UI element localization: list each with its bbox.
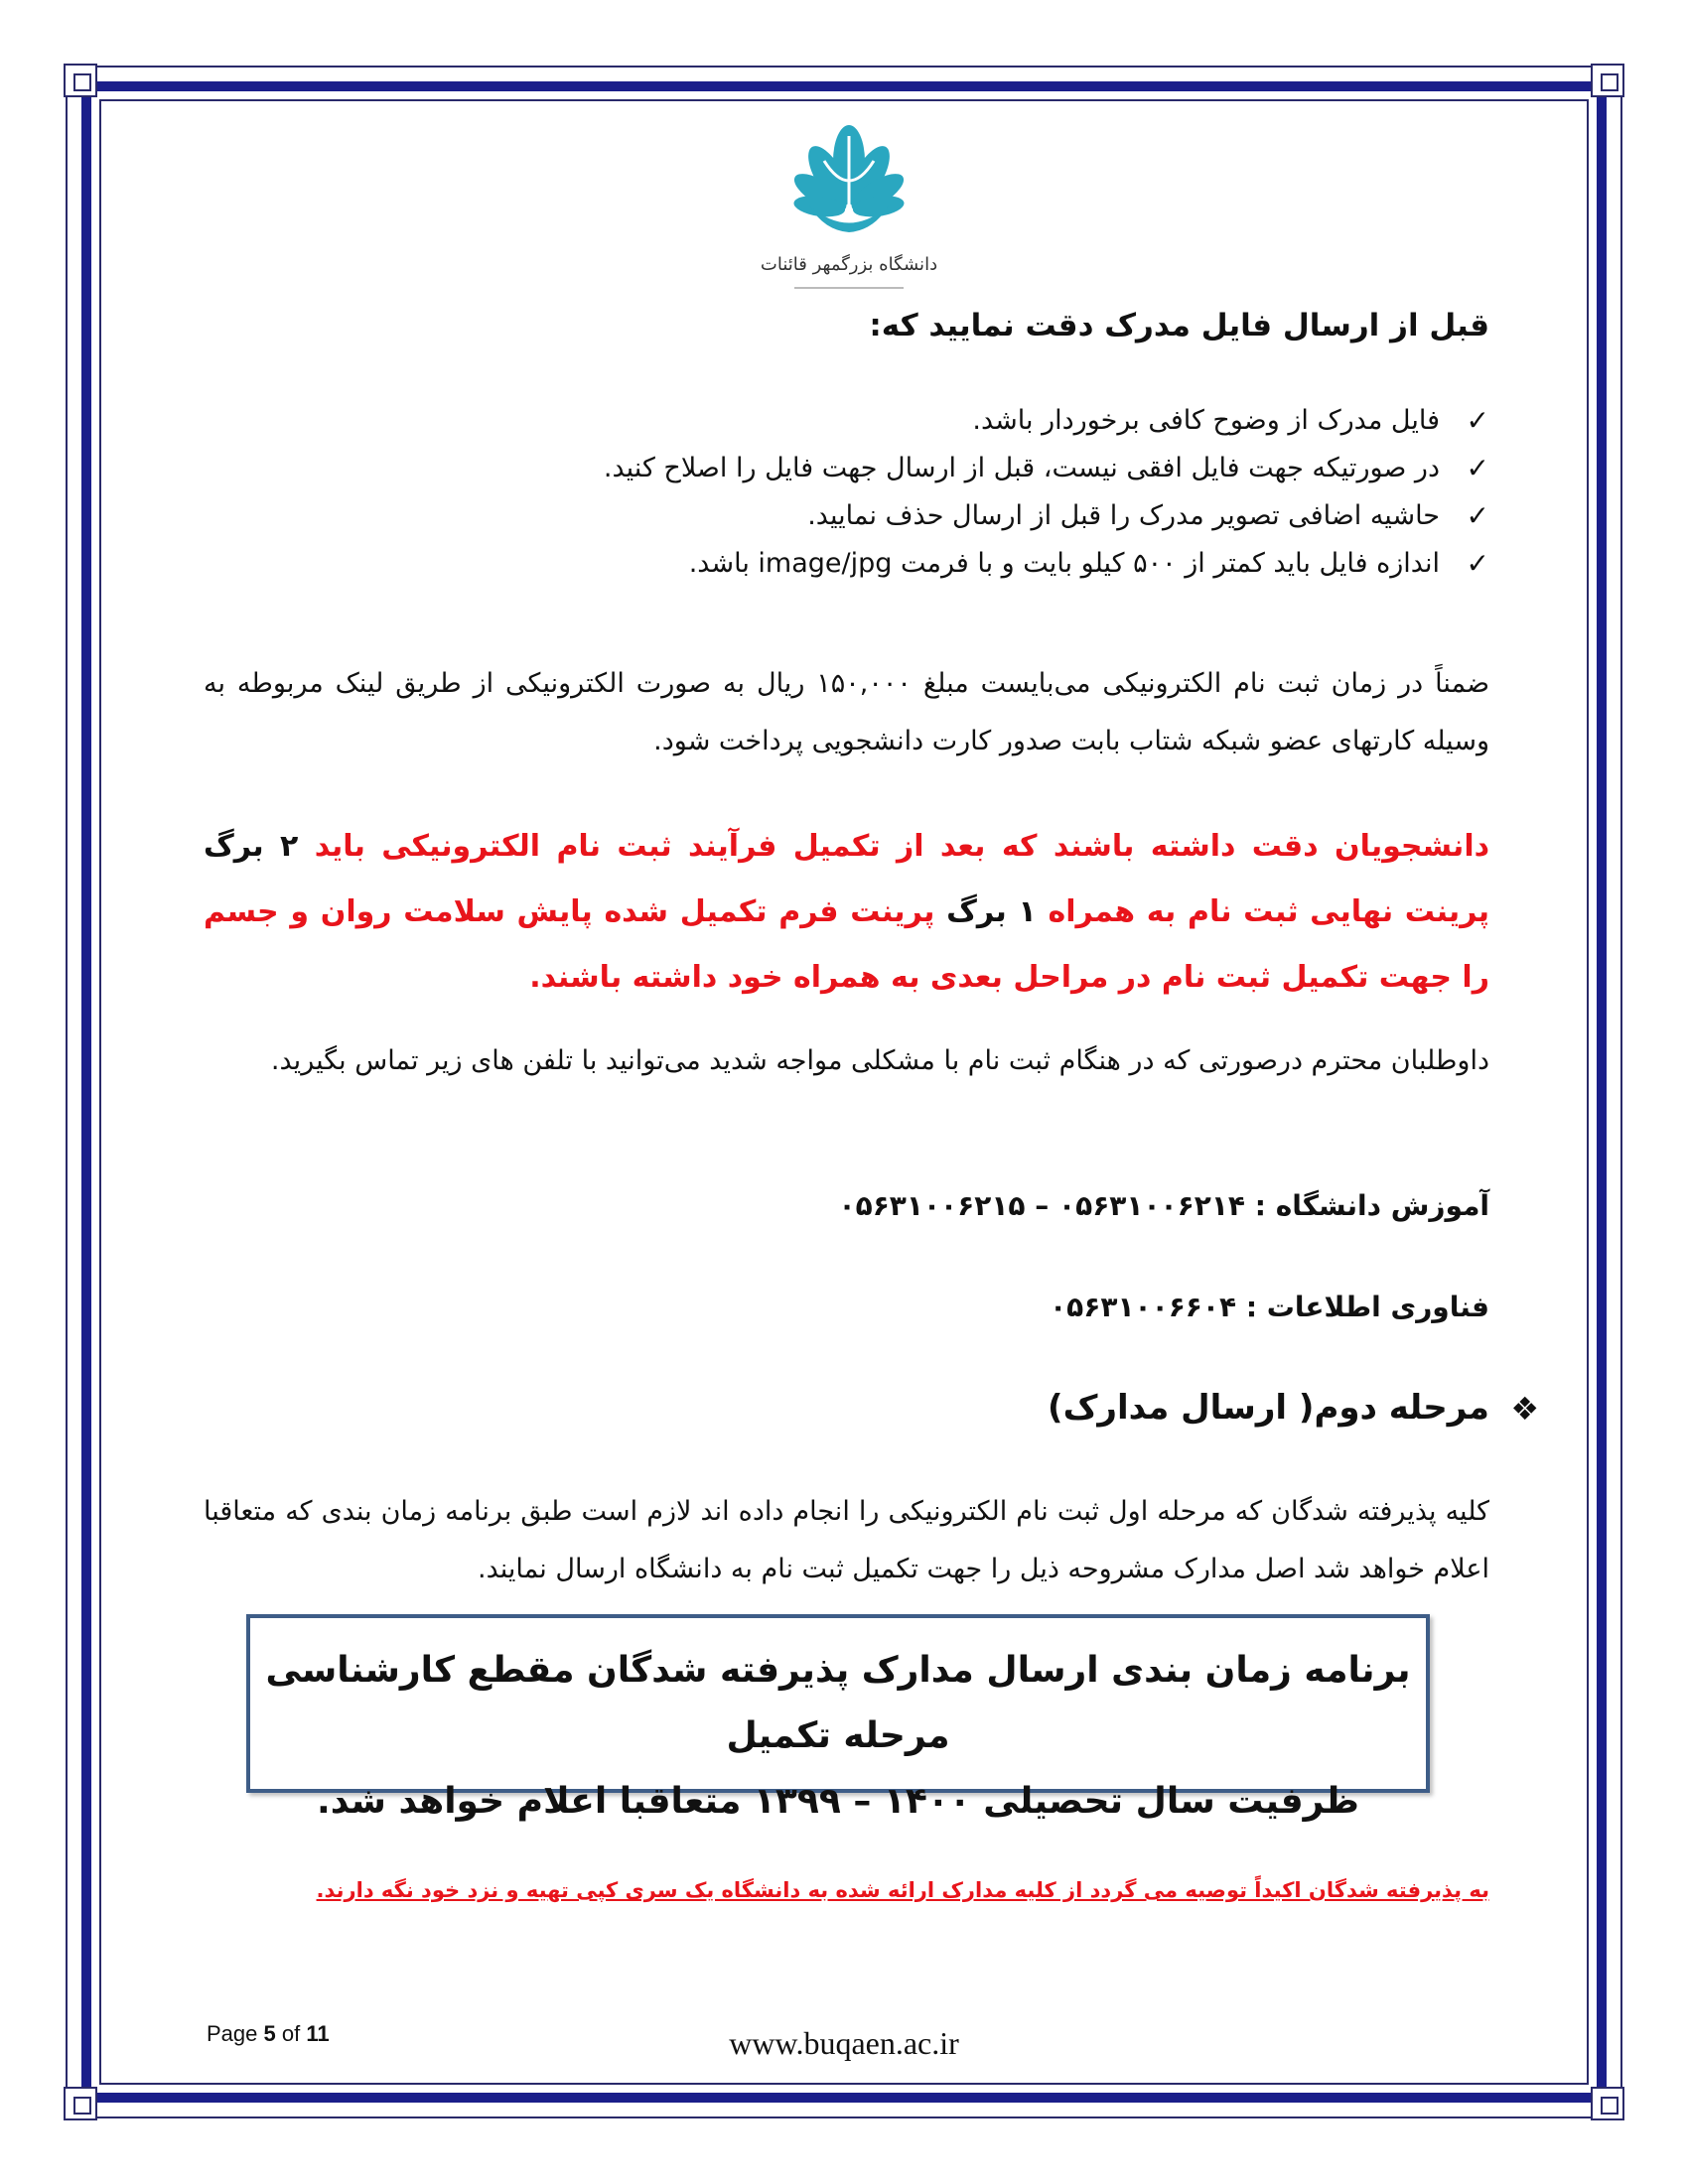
list-item: ✓ در صورتیکه جهت فایل افقی نیست، قبل از ارسال جهت فایل را اصلاح کنید. — [204, 445, 1489, 492]
schedule-line: ظرفیت سال تحصیلی ۱۴۰۰ – ۱۳۹۹ متعاقبا اعلام خواهد شد. — [317, 1781, 1359, 1822]
list-item: ✓ فایل مدرک از وضوح کافی برخوردار باشد. — [204, 397, 1489, 445]
corner-ornament — [64, 64, 97, 97]
check-icon: ✓ — [1466, 547, 1489, 580]
checklist-heading: قبل از ارسال فایل مدرک دقت نمایید که: — [869, 308, 1489, 343]
check-icon: ✓ — [1466, 499, 1489, 532]
page-number: Page 5 of 11 — [207, 2021, 330, 2046]
website-url: www.buqaen.ac.ir — [729, 2025, 959, 2061]
check-icon: ✓ — [1466, 452, 1489, 484]
corner-ornament — [1591, 2087, 1624, 2120]
logo-caption: دانشگاه بزرگمهر قائنات — [760, 254, 938, 275]
contact-paragraph: داوطلبان محترم درصورتی که در هنگام ثبت نام با مشکلی مواجه شدید می‌توانید با تلفن های زیر تماس بگیرید. — [270, 1045, 1489, 1076]
university-logo — [755, 111, 943, 310]
check-icon: ✓ — [1466, 404, 1489, 437]
stage2-heading: ❖ مرحله دوم( ارسال مدارک) — [1048, 1388, 1539, 1428]
document-checklist — [204, 397, 1489, 588]
list-item: ✓ حاشیه اضافی تصویر مدرک را قبل از ارسال حذف نمایید. — [204, 492, 1489, 540]
education-phones: آموزش دانشگاه : ۰۵۶۳۱۰۰۶۲۱۴ – ۰۵۶۳۱۰۰۶۲۱۵ — [838, 1189, 1489, 1222]
print-count: ۲ برگ — [204, 829, 299, 864]
payment-paragraph: ضمناً در زمان ثبت نام الکترونیکی می‌بایست مبلغ ۱۵۰,۰۰۰ ریال به صورت الکترونیکی از طریق لینک مربوطه به وسیله کارتهای عضو شبکه شتاب بابت صدور کارت دانشجویی پرداخت شود. — [204, 668, 1489, 756]
corner-ornament — [64, 2087, 97, 2120]
corner-ornament — [1591, 64, 1624, 97]
print-count: ۱ برگ — [946, 894, 1037, 929]
red-notice-paragraph: دانشجویان دقت داشته باشند که بعد از تکمیل فرآیند ثبت نام الکترونیکی باید ۲ برگ پرینت نهایی ثبت نام به همراه ۱ برگ پرینت فرم تکمیل شده پایش سلامت روان و جسم را جهت تکمیل ثبت نام در مراحل بعدی به همراه خود داشته باشند. — [204, 829, 1490, 995]
list-item: ✓ اندازه فایل باید کمتر از ۵۰۰ کیلو بایت و با فرمت image/jpg باشد. — [204, 540, 1489, 588]
stage2-paragraph: کلیه پذیرفته شدگان که مرحله اول ثبت نام الکترونیکی را انجام داده اند لازم است طبق برنامه زمان بندی که متعاقبا اعلام خواهد شد اصل مدارک مشروحه ذیل را جهت تکمیل ثبت نام به دانشگاه ارسال نمایند. — [204, 1496, 1489, 1584]
schedule-line: برنامه زمان بندی ارسال مدارک پذیرفته شدگان مقطع کارشناسی مرحله تکمیل — [265, 1650, 1411, 1756]
copy-advice-note: به پذیرفته شدگان اکیداً توصیه می گردد از کلیه مدارک ارائه شده به دانشگاه یک سری کپی تهیه و نزد خود نگه دارند. — [316, 1878, 1489, 1902]
diamond-bullet-icon: ❖ — [1510, 1390, 1539, 1428]
it-phone: فناوری اطلاعات : ۰۵۶۳۱۰۰۶۶۰۴ — [1050, 1291, 1489, 1323]
schedule-box — [246, 1614, 1430, 1822]
